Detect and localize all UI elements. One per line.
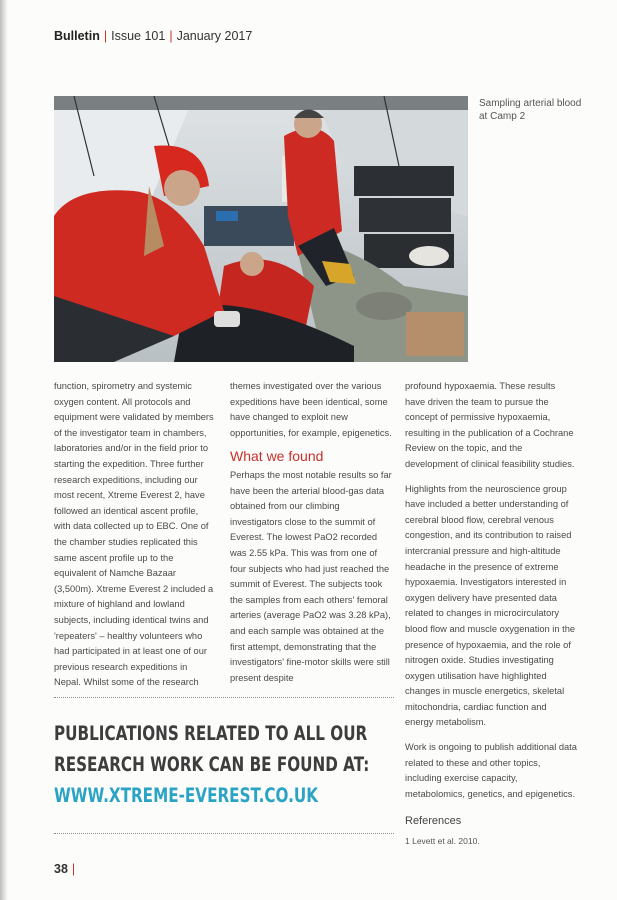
- reference-item: 1 Levett et al. 2010.: [405, 836, 480, 847]
- text-column-1: [54, 379, 216, 691]
- column-2-body: Perhaps the most notable results so far have been the arterial blood-gas data obtained from our climbing investigators close to the summit of Everest. The lowest PaO2 recorded was 2.55 kPa. This was from one of four subjects who had just reached the summit of Everest. The subjects took the samples from each others' femoral arteries (average PaO2 was 3.28 kPa), and each sample was obtained at the first attempt, demonstrating that the investigators' fine-motor skills were still present despite: [230, 469, 392, 683]
- column-1-text: function, spirometry and systemic oxygen content. All protocols and equipment were validated by members of the investigator team in chambers, laboratories and/or in the field prior to starting the expedition. Three further research expeditions, including our most recent, Xtreme Everest 2, have followed an identical ascent profile, with data collected up to EBC. One of the chamber studies replicated this same ascent profile up to the equivalent of Namche Bazaar (3,500m). Xtreme Everest 2 included a mixture of highland and lowland subjects, including identical twins and 'repeaters' – healthy volunteers who had participated in at least one of our previous research expeditions in Nepal. Whilst some of the research: [54, 381, 214, 688]
- publications-line-2: RESEARCH WORK CAN BE FOUND AT:: [54, 753, 370, 776]
- website-link[interactable]: WWW.XTREME-EVEREST.CO.UK: [54, 784, 319, 807]
- page-number: [54, 862, 75, 876]
- page-number-value: 38: [54, 862, 68, 876]
- publication-name: Bulletin: [54, 29, 100, 43]
- issue-date: January 2017: [176, 29, 253, 43]
- references-heading: References: [405, 815, 462, 828]
- page-spine: [0, 0, 8, 900]
- dotted-divider-top: [54, 697, 394, 698]
- column-3-paragraph-2: Highlights from the neuroscience group have included a better understanding of cerebral blood flow, cerebral venous congestion, and its contribution to raised intercranial pressure and high-altitude headache in the presence of extreme hypoxaemia. Investigators interested in oxygen delivery have presented data related to changes in microcirculatory blood flow and muscle oxygenation in the presence of hypoxaemia, and the role of nitrogen oxide. Studies investigating oxygen utilisation have highlighted changes in muscle energetics, skeletal mitochondria, cardiac function and energy metabolism.: [405, 483, 576, 728]
- feature-photo: [54, 96, 468, 362]
- publications-callout: [54, 718, 370, 811]
- header-separator: |: [169, 29, 173, 43]
- section-heading-what-we-found: What we found: [230, 448, 324, 465]
- dotted-divider-bottom: [54, 833, 394, 834]
- page-number-bar: |: [71, 862, 76, 876]
- publications-line-1: PUBLICATIONS RELATED TO ALL OUR: [54, 722, 368, 745]
- column-2-intro: themes investigated over the various expeditions have been identical, some have changed to exploit new opportunities, for example, epigenetics.: [230, 381, 392, 438]
- text-column-3: [405, 379, 577, 850]
- issue-number: Issue 101: [111, 29, 166, 43]
- photo-caption: Sampling arterial blood at Camp 2: [479, 98, 582, 122]
- running-header: [54, 29, 252, 43]
- column-3-paragraph-3: Work is ongoing to publish additional data related to these and other topics, including exercise capacity, metabolomics, genetics, and epigenetics.: [405, 742, 577, 799]
- column-3-paragraph-1: profound hypoxaemia. These results have driven the team to pursue the concept of permissive hypoxaemia, resulting in the publication of a Cochrane Review on the topic, and the development of clinical feasibility studies.: [405, 381, 575, 469]
- text-column-2: [230, 379, 392, 686]
- header-separator: |: [103, 29, 108, 43]
